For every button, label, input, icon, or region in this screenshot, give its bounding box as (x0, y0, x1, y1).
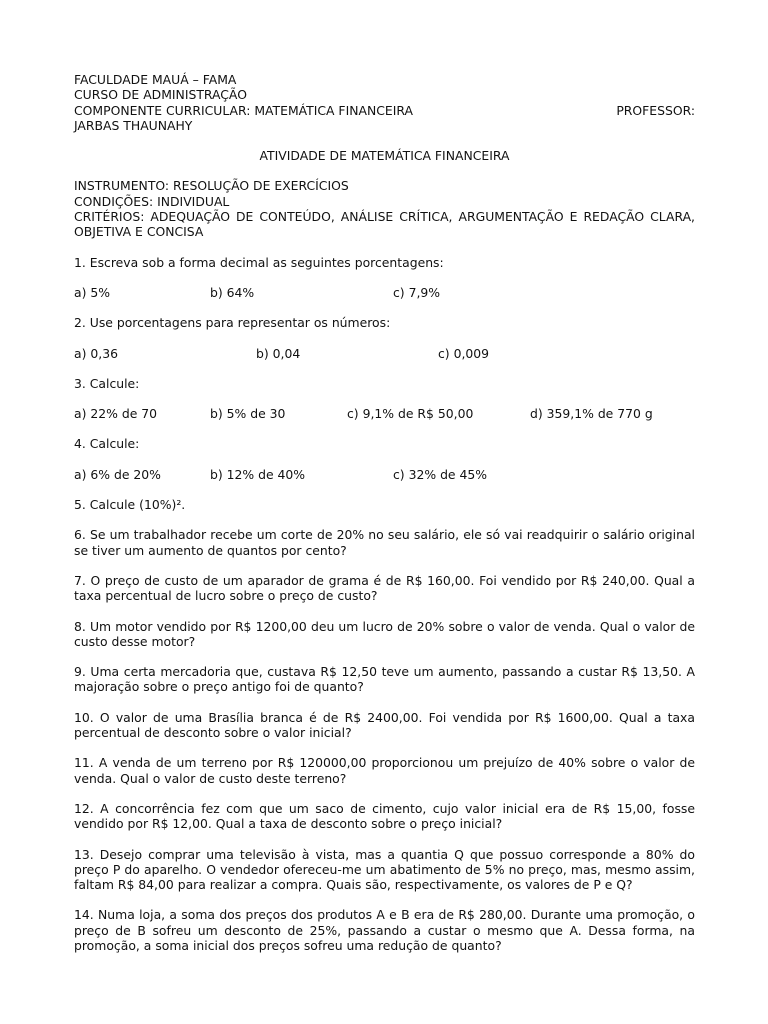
professor-label: PROFESSOR: (616, 102, 695, 118)
question-11: 11. A venda de um terreno por R$ 120000,00 proporcionou um prejuízo de 40% sobre o valor de venda. Qual o valor de custo deste terreno? (74, 755, 695, 786)
option: a) 6% de 20% (74, 466, 161, 482)
option: b) 5% de 30 (210, 406, 286, 422)
question-3: 3. Calcule: (74, 375, 140, 391)
course: CURSO DE ADMINISTRAÇÃO (74, 87, 247, 103)
question-2-options (74, 346, 695, 361)
question-9: 9. Uma certa mercadoria que, custava R$ 12,50 teve um aumento, passando a custar R$ 13,50. A majoração sobre o preço antigo foi de quanto? (74, 664, 695, 695)
question-1-options (74, 285, 695, 300)
option: c) 9,1% de R$ 50,00 (347, 406, 474, 422)
question-14: 14. Numa loja, a soma dos preços dos produtos A e B era de R$ 280,00. Durante uma promoção, o preço de B sofreu um desconto de 25%, passando a custar o mesmo que A. Dessa forma, na promoção, a soma inicial dos preços sofreu uma redução de quanto? (74, 907, 695, 953)
instrument: INSTRUMENTO: RESOLUÇÃO DE EXERCÍCIOS (74, 178, 349, 194)
question-10: 10. O valor de uma Brasília branca é de R$ 2400,00. Foi vendida por R$ 1600,00. Qual a taxa percentual de desconto sobre o valor inicial? (74, 709, 695, 741)
professor-name: JARBAS THAUNAHY (74, 117, 193, 133)
question-4-options (74, 467, 695, 482)
component-row (74, 103, 695, 118)
document-content (74, 72, 695, 953)
question-5: 5. Calcule (10%)². (74, 497, 186, 513)
component: COMPONENTE CURRICULAR: MATEMÁTICA FINANCEIRA (74, 102, 413, 118)
question-8: 8. Um motor vendido por R$ 1200,00 deu um lucro de 20% sobre o valor de venda. Qual o valor de custo desse motor? (74, 618, 695, 649)
option: d) 359,1% de 770 g (530, 406, 653, 422)
question-2: 2. Use porcentagens para representar os números: (74, 315, 391, 331)
option: a) 0,36 (74, 345, 118, 361)
option: a) 22% de 70 (74, 406, 158, 422)
option: c) 32% de 45% (393, 466, 488, 482)
option: b) 12% de 40% (210, 466, 306, 482)
criteria: CRITÉRIOS: ADEQUAÇÃO DE CONTEÚDO, ANÁLISE CRÍTICA, ARGUMENTAÇÃO E REDAÇÃO CLARA, OBJETIVA E CONCISA (74, 209, 695, 240)
question-6: 6. Se um trabalhador recebe um corte de 20% no seu salário, ele só vai readquirir o salário original se tiver um aumento de quantos por cento? (74, 527, 695, 558)
page-title: ATIVIDADE DE MATEMÁTICA FINANCEIRA (259, 148, 510, 164)
option: b) 0,04 (256, 345, 301, 361)
conditions: CONDIÇÕES: INDIVIDUAL (74, 193, 230, 209)
question-12: 12. A concorrência fez com que um saco de cimento, cujo valor inicial era de R$ 15,00, fosse vendido por R$ 12,00. Qual a taxa de desconto sobre o preço inicial? (74, 800, 695, 832)
question-4: 4. Calcule: (74, 436, 140, 452)
option: a) 5% (74, 284, 111, 300)
option: b) 64% (210, 284, 255, 300)
option: c) 0,009 (438, 345, 490, 361)
institution: FACULDADE MAUÁ – FAMA (74, 72, 237, 87)
question-7: 7. O preço de custo de um aparador de grama é de R$ 160,00. Foi vendido por R$ 240,00. Qual a taxa percentual de lucro sobre o preço de custo? (74, 572, 695, 604)
option: c) 7,9% (393, 284, 441, 300)
question-13: 13. Desejo comprar uma televisão à vista, mas a quantia Q que possuo corresponde a 80% do preço P do aparelho. O vendedor ofereceu-me um abatimento de 5% no preço, mas, mesmo assim, faltam R$ 84,00 para realizar a compra. Quais são, respectivamente, os valores de P e Q? (74, 846, 695, 893)
question-1: 1. Escreva sob a forma decimal as seguintes porcentagens: (74, 254, 444, 270)
question-3-options (74, 406, 695, 421)
